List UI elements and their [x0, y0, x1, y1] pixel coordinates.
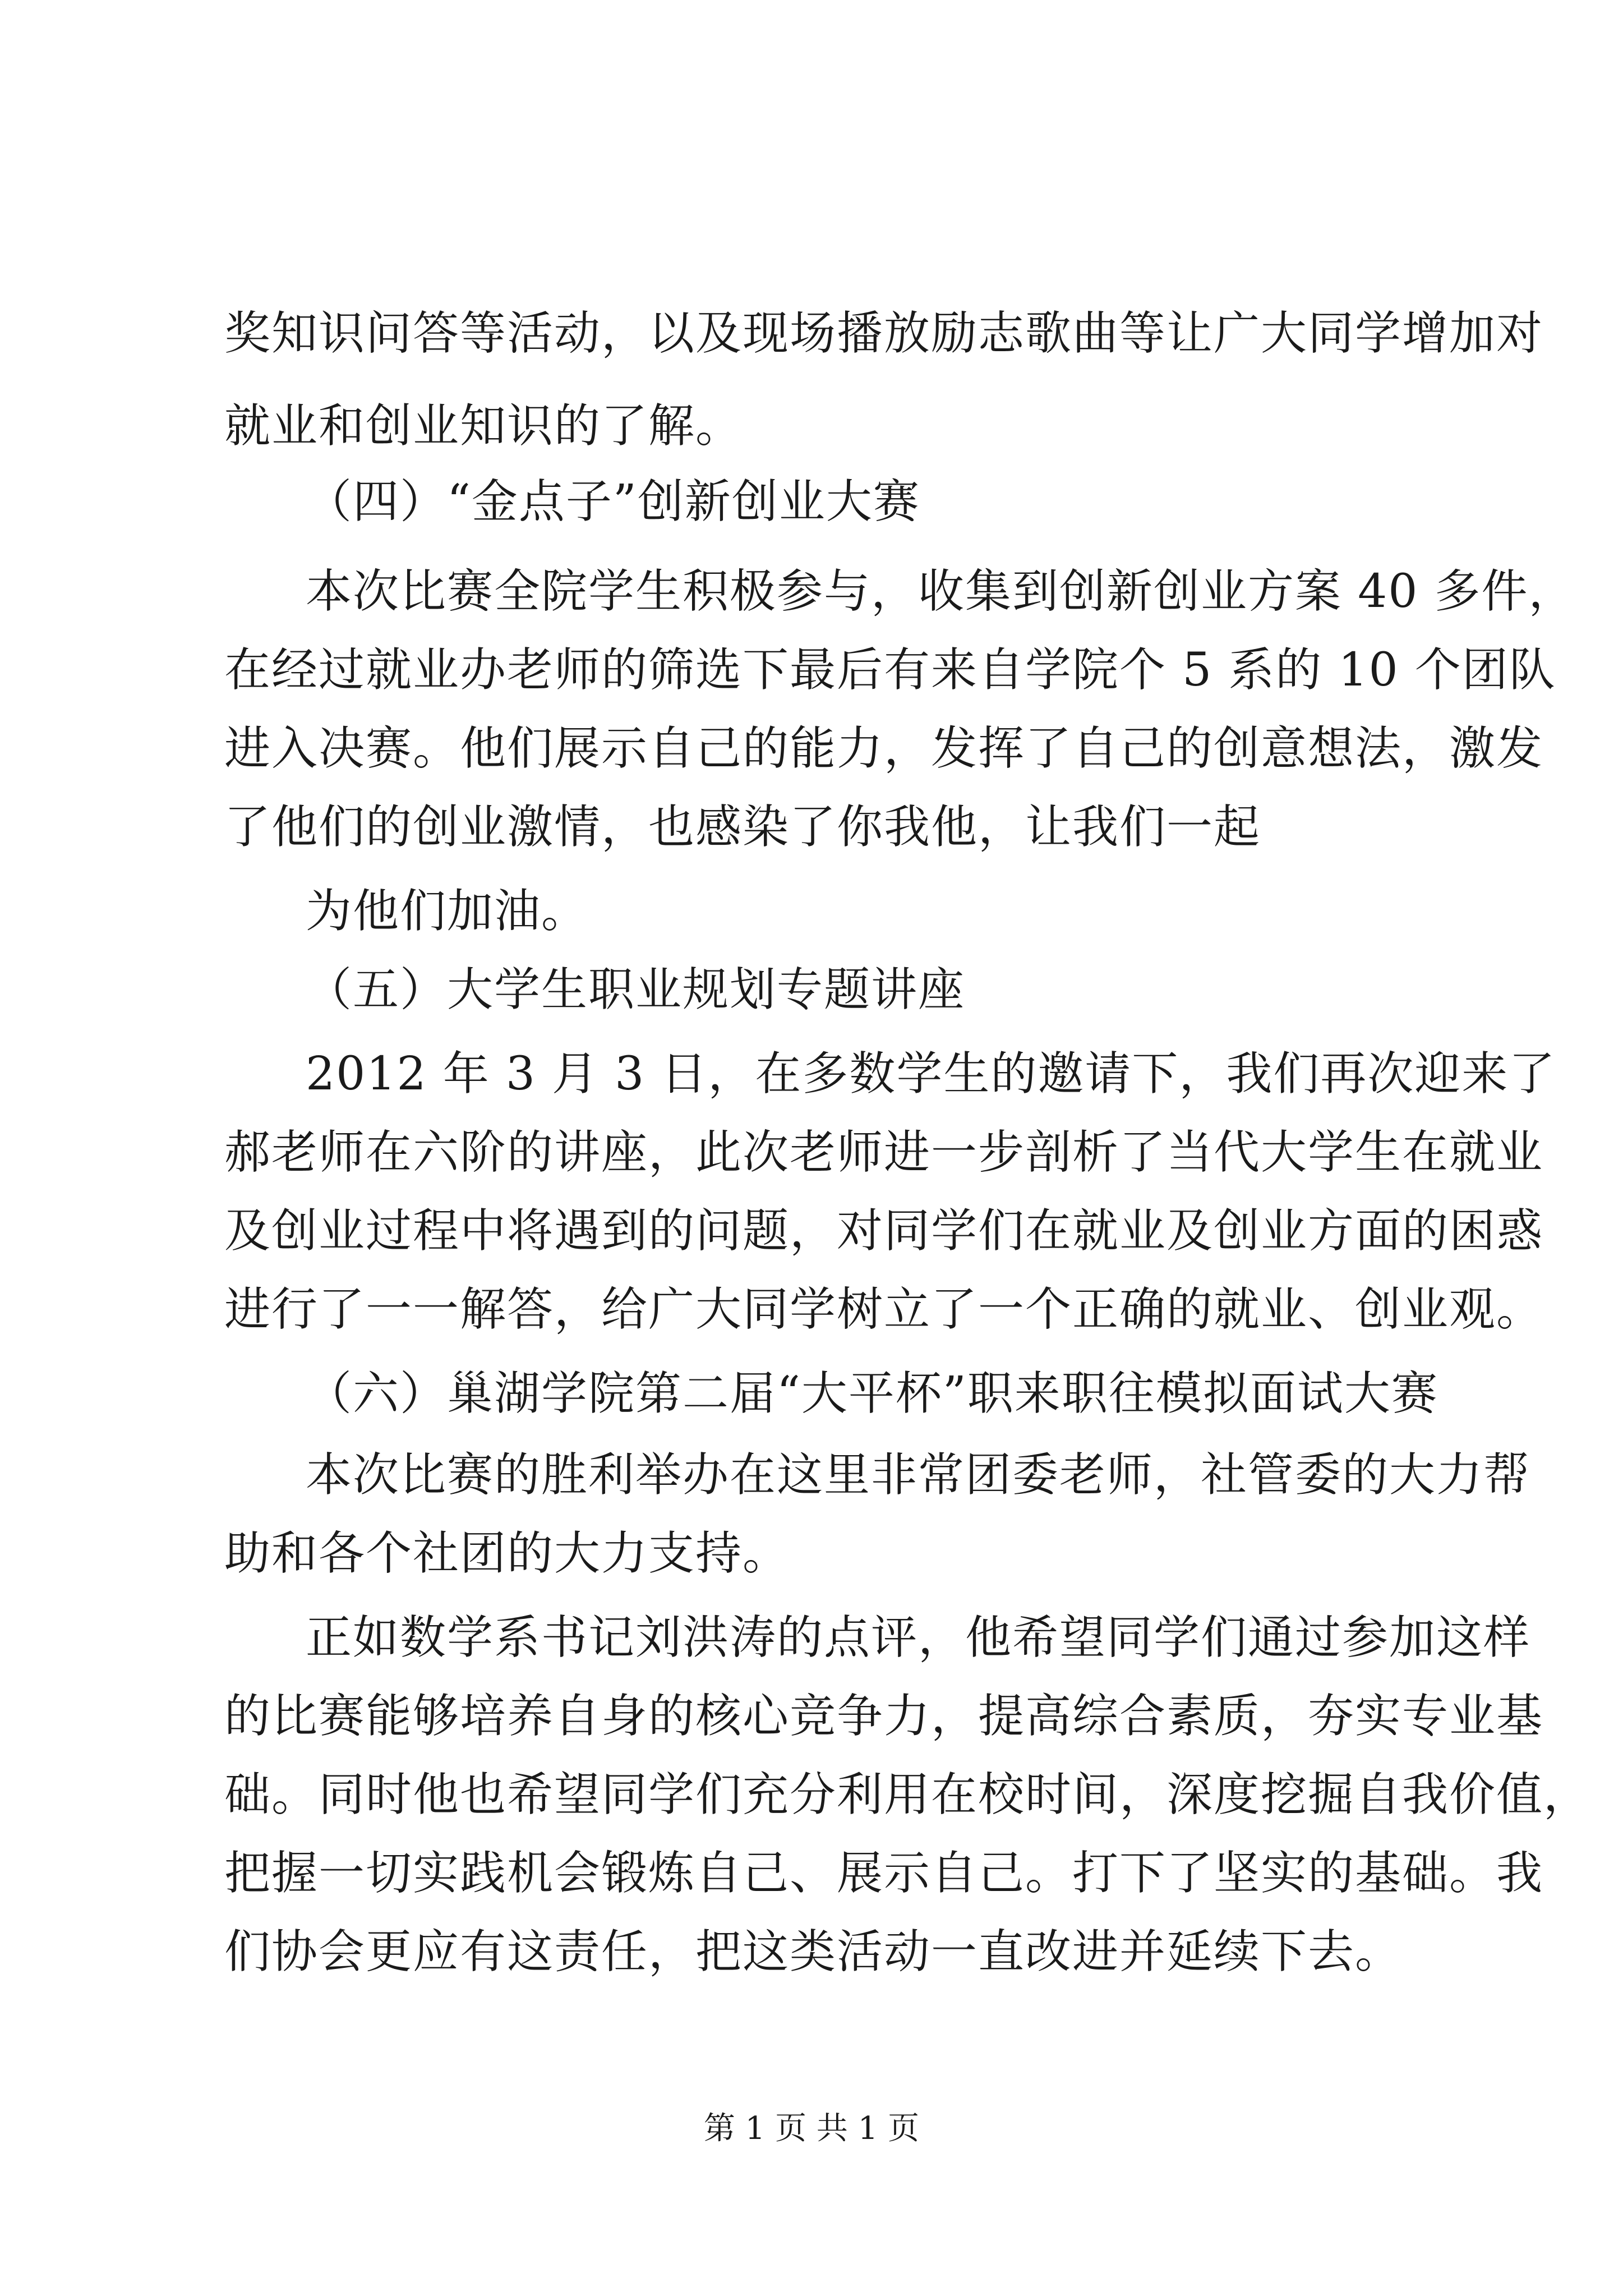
body-line: 郝老师在六阶的讲座，此次老师进一步剖析了当代大学生在就业	[224, 1126, 1544, 1179]
body-line: 的比赛能够培养自身的核心竞争力，提高综合素质，夯实专业基	[224, 1690, 1544, 1743]
body-line: 础。同时他也希望同学们充分利用在校时间，深度挖掘自我价值，	[224, 1768, 1591, 1821]
body-line: 本次比赛全院学生积极参与，收集到创新创业方案 40 多件，	[306, 565, 1576, 618]
body-line: 在经过就业办老师的筛选下最后有来自学院个 5 系的 10 个团队	[224, 643, 1556, 697]
body-line: 奖知识问答等活动，以及现场播放励志歌曲等让广大同学增加对	[224, 307, 1544, 360]
body-line: 2012 年 3 月 3 日，在多数学生的邀请下，我们再次迎来了	[306, 1047, 1556, 1101]
body-line: 把握一切实践机会锻炼自己、展示自己。打下了坚实的基础。我	[224, 1847, 1544, 1900]
body-line: 本次比赛的胜利举办在这里非常团委老师，社管委的大力帮	[306, 1448, 1531, 1502]
body-line: 正如数学系书记刘洪涛的点评，他希望同学们通过参加这样	[306, 1611, 1531, 1664]
page-number-footer: 第 1 页 共 1 页	[703, 2110, 920, 2147]
section-heading-5: （五）大学生职业规划专题讲座	[306, 963, 966, 1016]
section-heading-6: （六）巢湖学院第二届“大平杯”职来职往模拟面试大赛	[306, 1367, 1438, 1420]
section-heading-4: （四）“金点子”创新创业大赛	[306, 475, 920, 528]
body-line: 们协会更应有这责任，把这类活动一直改进并延续下去。	[224, 1925, 1403, 1978]
body-line: 进入决赛。他们展示自己的能力，发挥了自己的创意想法，激发	[224, 722, 1544, 775]
body-line: 及创业过程中将遇到的问题，对同学们在就业及创业方面的困惑	[224, 1204, 1544, 1258]
body-line: 助和各个社团的大力支持。	[224, 1527, 790, 1580]
body-line: 就业和创业知识的了解。	[224, 399, 743, 453]
body-line: 进行了一一解答，给广大同学树立了一个正确的就业、创业观。	[224, 1283, 1544, 1336]
body-line: 为他们加油。	[306, 885, 589, 938]
body-line: 了他们的创业激情，也感染了你我他，让我们一起	[224, 800, 1261, 854]
